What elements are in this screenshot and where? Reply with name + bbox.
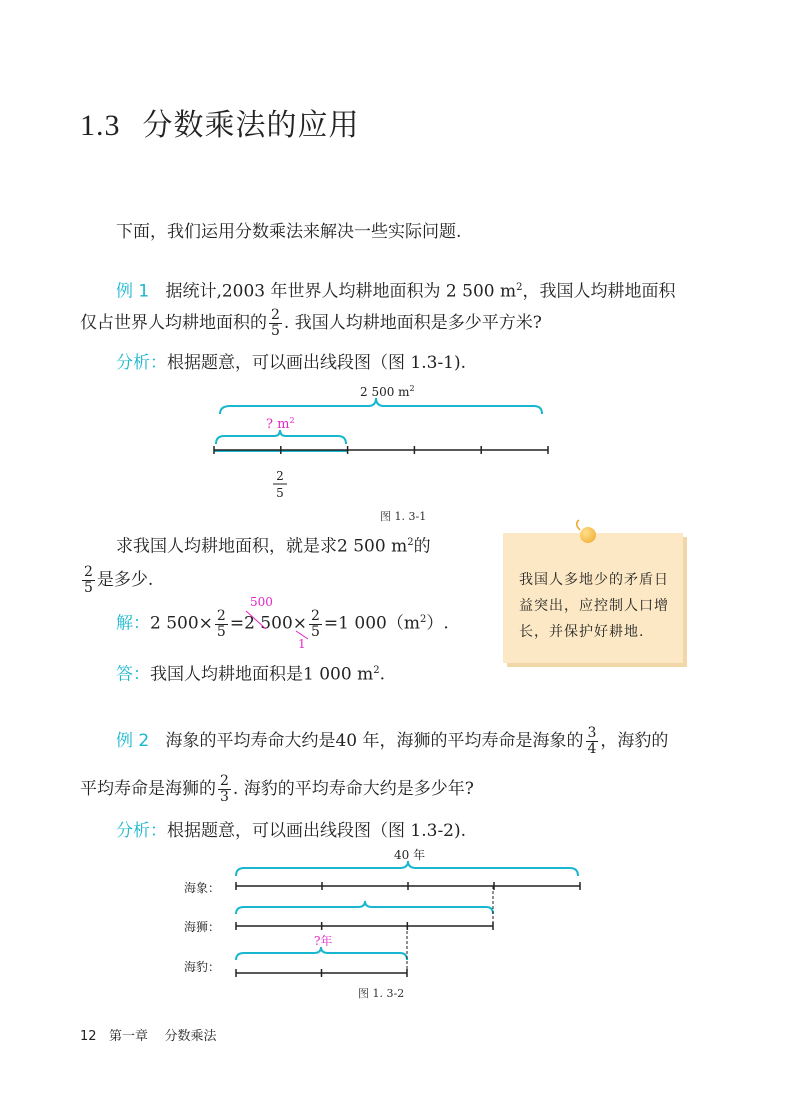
example1-text-b: ，我国人均耕地面积	[522, 281, 676, 302]
diagram2-row-label-seal: 海豹：	[184, 960, 221, 974]
example2-text-c: 平均寿命是海狮的	[80, 779, 216, 799]
cancel-strokes	[240, 607, 320, 642]
cancel-stroke-2	[296, 631, 308, 639]
diagram1-caption: 图 1. 3-1	[380, 510, 427, 523]
diagram2-total-brace	[236, 861, 578, 876]
fraction-denominator: 4	[587, 741, 597, 757]
example1-answer	[116, 658, 385, 688]
diagram1-total-label: 2 500 $m^2$	[360, 384, 415, 399]
answer-label: 答：	[116, 664, 150, 685]
diagram1-frac-den: 5	[276, 486, 284, 500]
fraction-denominator: 5	[216, 623, 226, 640]
segment-diagram-2	[180, 842, 600, 1004]
example1-label: 例 1	[116, 281, 150, 302]
example2-text-b: ，海豹的	[600, 731, 669, 751]
diagram1-part-brace	[216, 430, 346, 444]
solution-part-a: 2 500×	[150, 613, 213, 634]
diagram2-total-label: 40 年	[394, 848, 426, 862]
fraction-denominator: 5	[311, 623, 320, 640]
fraction-numerator: 3	[587, 725, 597, 741]
page-number: 12	[80, 1029, 97, 1044]
solution-part-b: =2 500×	[229, 613, 307, 634]
solution-part-d: ）.	[426, 613, 449, 634]
solution-label: 解：	[116, 613, 150, 634]
diagram1-frac-num: 2	[276, 469, 284, 483]
section-title-text: 分数乘法的应用	[142, 108, 360, 143]
section-number: 1.3	[80, 109, 121, 142]
sticky-note-text: 我国人多地少的矛盾日益突出，应控制人口增长，并保护好耕地.	[519, 572, 669, 640]
solution-sup: 2	[419, 614, 427, 625]
example1-text-a: 据统计,2003 年世界人均耕地面积为 2 500 m	[165, 281, 517, 302]
page-footer	[80, 1025, 217, 1044]
diagram1-part-label: ? $m^2$	[266, 416, 295, 432]
fraction-numerator: 2	[271, 307, 280, 323]
seek-text-c: 是多少.	[96, 570, 154, 590]
diagram1-total-brace	[220, 398, 542, 414]
fraction-denominator: 5	[84, 580, 93, 596]
solution-part-c: =1 000（m	[323, 613, 420, 634]
example1-text-d: . 我国人均耕地面积是多少平方米?	[283, 313, 542, 333]
example1-sup: 2	[516, 282, 523, 293]
example1-text-c: 仅占世界人均耕地面积的	[80, 313, 267, 333]
analysis-label: 分析：	[116, 821, 167, 841]
diagram2-unknown-label: ?年	[314, 934, 333, 948]
example2-text-d: . 海豹的平均寿命大约是多少年?	[232, 779, 474, 799]
fraction-numerator: 2	[216, 607, 226, 624]
example2-line1	[116, 726, 668, 757]
analysis-text: 根据题意，可以画出线段图（图 1.3-1).	[167, 353, 467, 373]
example2-line2	[80, 774, 474, 805]
sticky-note	[503, 533, 683, 663]
seek-text-a: 求我国人均耕地面积，就是求2 500 m	[116, 536, 408, 557]
chapter-label: 第一章	[108, 1029, 148, 1044]
example1-line2	[80, 308, 542, 339]
diagram2-row-label-walrus: 海象：	[184, 881, 221, 895]
diagram2-row-label-sealion: 海狮：	[184, 920, 221, 934]
chapter-title: 分数乘法	[164, 1029, 217, 1044]
pin-string-icon	[572, 518, 586, 532]
cancel-stroke-1	[246, 611, 266, 629]
analysis-label: 分析：	[116, 353, 167, 373]
fraction-numerator: 2	[84, 564, 93, 580]
diagram2-ticks	[236, 882, 580, 977]
example2-analysis	[116, 818, 466, 844]
example2-label: 例 2	[116, 731, 150, 751]
seek-text-b: 的	[413, 536, 431, 557]
section-title	[80, 100, 360, 144]
fraction-denominator: 3	[220, 789, 229, 805]
fraction-denominator: 5	[271, 323, 280, 339]
diagram2-seal-brace	[236, 947, 407, 960]
segment-diagram-1	[200, 378, 570, 530]
example1-fraction	[269, 308, 282, 339]
answer-text: 我国人均耕地面积是1 000 m	[150, 664, 374, 685]
cancel-top-number: 500	[250, 595, 273, 609]
answer-sup: 2	[373, 665, 380, 676]
example1-analysis	[116, 350, 466, 376]
example1-line1	[116, 275, 676, 305]
fraction-numerator: 2	[311, 607, 320, 624]
analysis-text: 根据题意，可以画出线段图（图 1.3-2).	[167, 821, 467, 841]
example2-text-a: 海象的平均寿命大约是40 年，海狮的平均寿命是海象的	[165, 731, 584, 751]
example1-seek-line1	[116, 530, 431, 560]
intro-paragraph: 下面，我们运用分数乘法来解决一些实际问题.	[116, 222, 462, 242]
cancel-bottom-number: 1	[298, 637, 306, 651]
solution-fraction-1	[215, 609, 228, 640]
diagram2-sealion-brace	[236, 901, 493, 914]
diagram2-caption: 图 1. 3-2	[358, 987, 405, 1000]
answer-end: .	[379, 664, 385, 685]
fraction-numerator: 2	[220, 773, 229, 789]
seek-fraction	[82, 565, 95, 596]
seek-sup: 2	[407, 537, 414, 548]
example2-fraction-2	[218, 774, 231, 805]
example2-fraction-1	[586, 726, 599, 757]
example1-seek-line2	[80, 565, 153, 596]
